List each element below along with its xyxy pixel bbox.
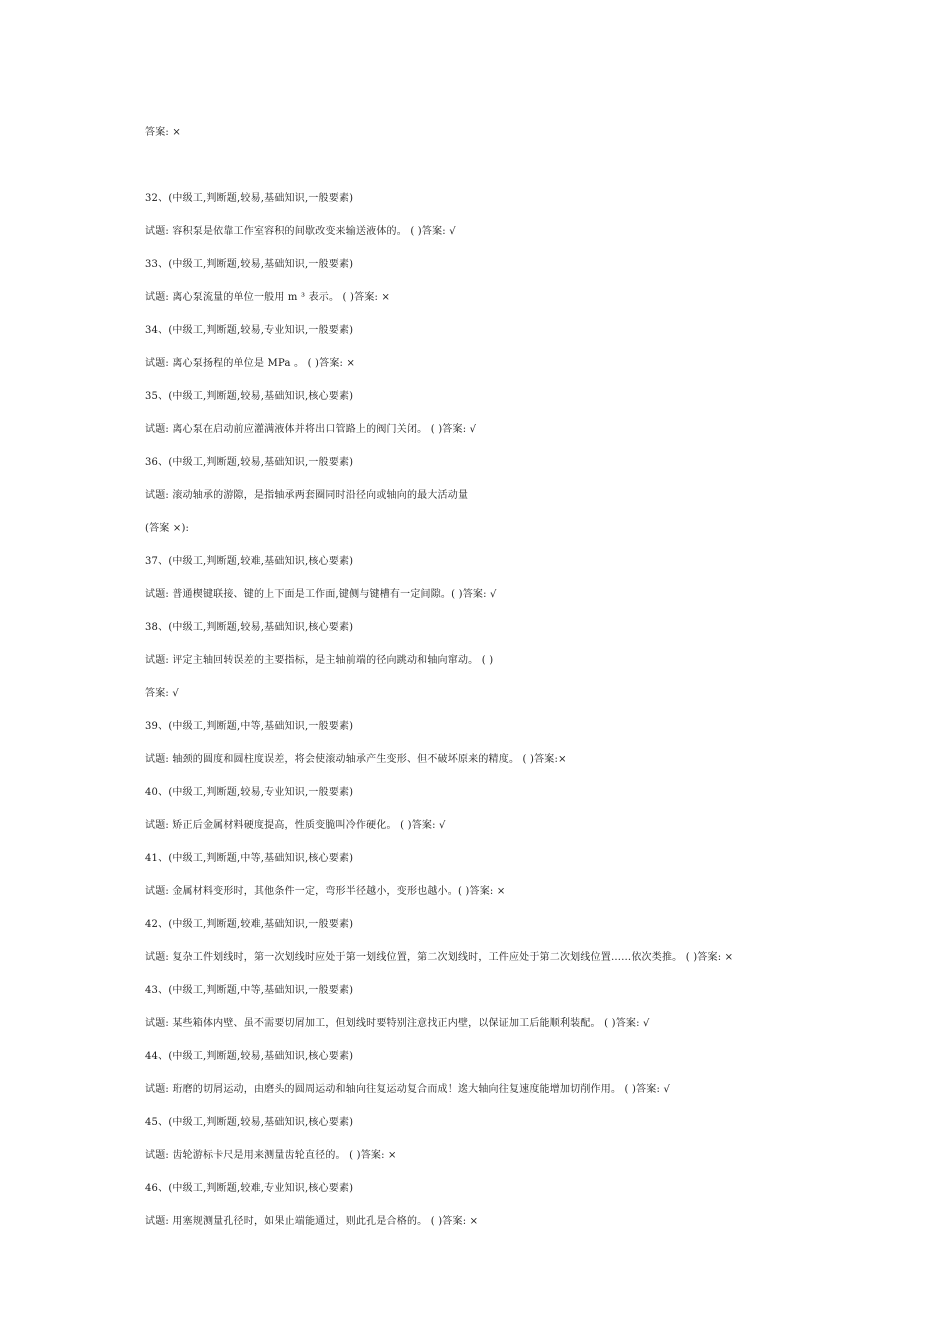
question-text: 试题: 某些箱体内壁、虽不需要切屑加工，但划线时要特别注意找正内壁，以保证加工后能顺利装配。 ( )答案: √	[145, 1018, 650, 1029]
question-text: 试题: 金属材料变形时，其他条件一定，弯形半径越小，变形也越小。( )答案: ×	[145, 886, 506, 897]
question-header: 34、(中级工,判断题,较易,专业知识,一般要素)	[145, 325, 354, 336]
question-header: 35、(中级工,判断题,较易,基础知识,核心要素)	[145, 391, 354, 402]
question-text: 试题: 离心泵流量的单位一般用 m ³ 表示。 ( )答案: ×	[145, 292, 391, 303]
question-header: 32、(中级工,判断题,较易,基础知识,一般要素)	[145, 193, 354, 204]
answer-text: 答案: √	[145, 688, 179, 699]
question-header: 44、(中级工,判断题,较易,基础知识,核心要素)	[145, 1051, 354, 1062]
question-header: 43、(中级工,判断题,中等,基础知识,一般要素)	[145, 985, 354, 996]
question-header: 46、(中级工,判断题,较难,专业知识,核心要素)	[145, 1183, 354, 1194]
question-header: 38、(中级工,判断题,较易,基础知识,核心要素)	[145, 622, 354, 633]
answer-text: (答案 ×):	[145, 523, 190, 534]
question-header: 37、(中级工,判断题,较难,基础知识,核心要素)	[145, 556, 354, 567]
question-text: 试题: 离心泵在启动前应灌满液体并将出口管路上的阀门关闭。 ( )答案: √	[145, 424, 477, 435]
question-text: 试题: 滚动轴承的游隙，是指轴承两套圈同时沿径向或轴向的最大活动量	[145, 490, 469, 501]
question-header: 33、(中级工,判断题,较易,基础知识,一般要素)	[145, 259, 354, 270]
question-text: 试题: 离心泵扬程的单位是 MPa 。 ( )答案: ×	[145, 358, 356, 369]
question-text: 试题: 用塞规测量孔径时，如果止端能通过，则此孔是合格的。 ( )答案: ×	[145, 1216, 479, 1227]
question-header: 36、(中级工,判断题,较易,基础知识,一般要素)	[145, 457, 354, 468]
answer-text: 答案: ×	[145, 127, 181, 138]
question-header: 39、(中级工,判断题,中等,基础知识,一般要素)	[145, 721, 354, 732]
question-header: 40、(中级工,判断题,较易,专业知识,一般要素)	[145, 787, 354, 798]
question-text: 试题: 齿轮游标卡尺是用来测量齿轮直径的。 ( )答案: ×	[145, 1150, 397, 1161]
question-header: 45、(中级工,判断题,较易,基础知识,核心要素)	[145, 1117, 354, 1128]
question-header: 41、(中级工,判断题,中等,基础知识,核心要素)	[145, 853, 354, 864]
question-header: 42、(中级工,判断题,较难,基础知识,一般要素)	[145, 919, 354, 930]
question-text: 试题: 普通楔键联接、键的上下面是工作面,键侧与键槽有一定间隙。( )答案: √	[145, 589, 497, 600]
question-text: 试题: 容积泵是依靠工作室容积的间歇改变来输送液体的。 ( )答案: √	[145, 226, 456, 237]
question-text: 试题: 复杂工件划线时，第一次划线时应处于第一划线位置，第二次划线时，工件应处于第二次划线位置……依次类推。 ( )答案: ×	[145, 952, 734, 963]
question-text: 试题: 评定主轴回转误差的主要指标，是主轴前端的径向跳动和轴向窜动。 ( )	[145, 655, 494, 666]
question-text: 试题: 珩磨的切屑运动，由磨头的圆周运动和轴向往复运动复合而成！逘大轴向往复速度能增加切削作用。 ( )答案: √	[145, 1084, 671, 1095]
question-text: 试题: 轴颈的圆度和圆柱度误差，将会使滚动轴承产生变形、但不破坏原来的精度。 ( )答案:×	[145, 754, 567, 765]
question-text: 试题: 矫正后金属材料硬度提高，性质变脆叫冷作硬化。 ( )答案: √	[145, 820, 446, 831]
